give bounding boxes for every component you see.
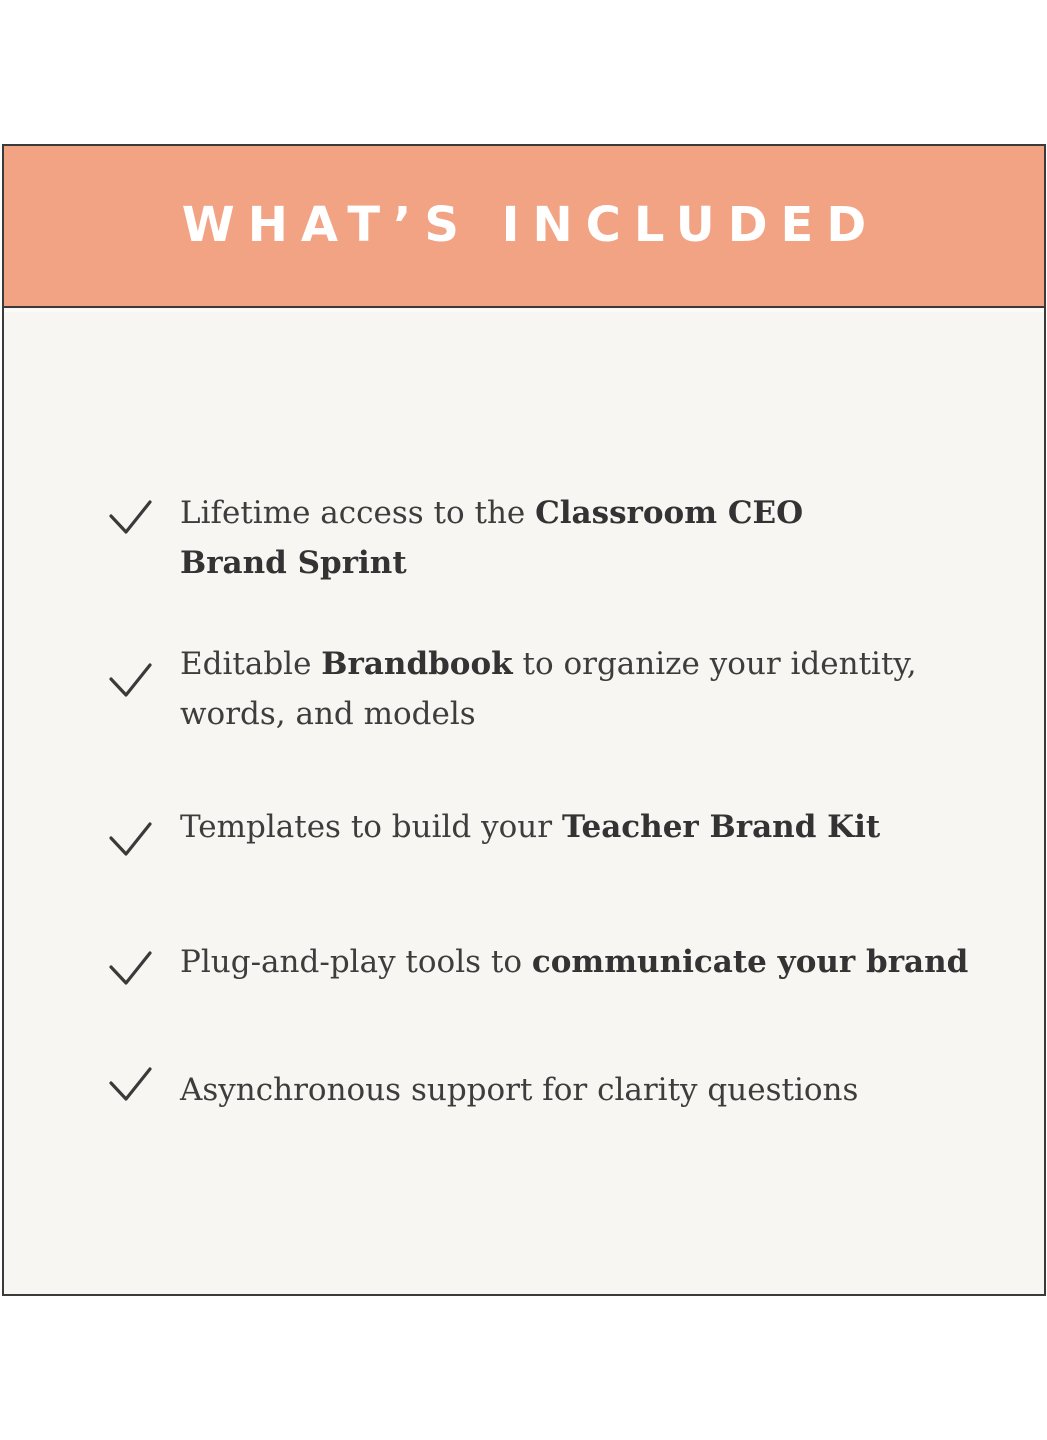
item-text-regular: Lifetime access to the: [180, 495, 536, 531]
list-item-text: [180, 488, 920, 588]
checkmark-icon: [108, 820, 152, 860]
item-text-bold: Teacher Brand Kit: [561, 809, 881, 845]
checkmark-icon: [108, 498, 152, 538]
header-divider: [4, 309, 1044, 312]
included-card: [2, 144, 1046, 1296]
item-text-bold: Classroom CEO Brand Sprint: [180, 495, 804, 581]
item-text-regular: Templates to build your: [180, 809, 562, 845]
list-item-text: [180, 639, 920, 739]
item-text-regular: Asynchronous support for clarity questions: [180, 1072, 859, 1108]
list-item-text: [180, 1065, 980, 1115]
checkmark-icon: [108, 949, 152, 989]
item-text-bold: communicate your brand: [531, 944, 969, 980]
checkmark-icon: [108, 1065, 152, 1105]
item-text-bold: Brandbook: [321, 646, 513, 682]
card-header: [4, 146, 1044, 308]
list-item-text: [180, 802, 980, 852]
item-text-regular: to organize your identity, words, and models: [180, 646, 917, 732]
item-text-regular: Plug-and-play tools to: [180, 944, 532, 980]
item-text-regular: Editable: [180, 646, 322, 682]
checkmark-icon: [108, 661, 152, 701]
page-title: WHAT’S INCLUDED: [181, 197, 880, 253]
list-item-text: [180, 937, 980, 987]
